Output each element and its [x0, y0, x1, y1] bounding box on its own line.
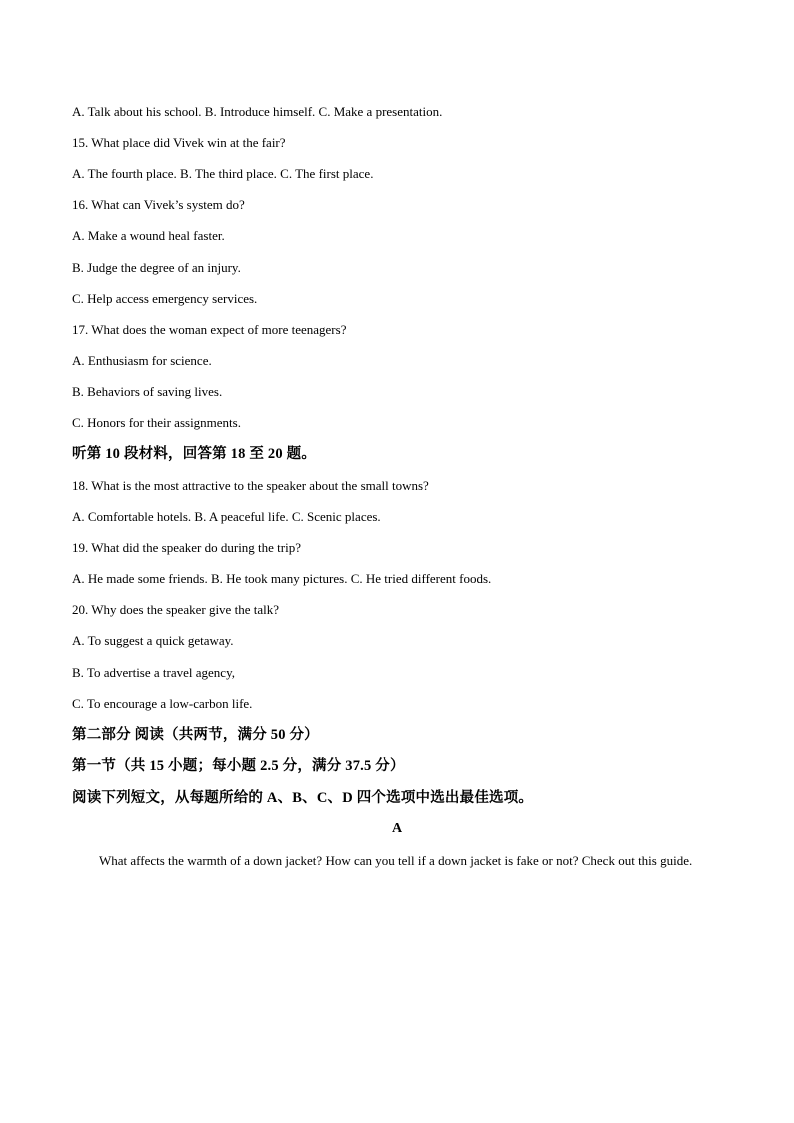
q15-options: A. The fourth place. B. The third place. C. The first place. — [72, 166, 374, 181]
part-two-heading: 第二部分 阅读（共两节，满分 50 分） — [72, 727, 319, 743]
q16-question: 16. What can Vivek’s system do? — [72, 197, 245, 212]
q20-option-a: A. To suggest a quick getaway. — [72, 633, 234, 648]
q14-options: A. Talk about his school. B. Introduce himself. C. Make a presentation. — [72, 104, 443, 119]
q18-options: A. Comfortable hotels. B. A peaceful life. C. Scenic places. — [72, 509, 381, 524]
q15-question: 15. What place did Vivek win at the fair? — [72, 135, 286, 150]
reading-instruction: 阅读下列短文，从每题所给的 A、B、C、D 四个选项中选出最佳选项。 — [72, 790, 534, 806]
q16-option-c: C. Help access emergency services. — [72, 291, 258, 306]
q17-question: 17. What does the woman expect of more teenagers? — [72, 322, 347, 337]
q20-option-c: C. To encourage a low-carbon life. — [72, 696, 253, 711]
q19-options: A. He made some friends. B. He took many pictures. C. He tried different foods. — [72, 571, 492, 586]
q17-option-a: A. Enthusiasm for science. — [72, 353, 212, 368]
q20-option-b: B. To advertise a travel agency, — [72, 665, 235, 680]
q19-question: 19. What did the speaker do during the trip? — [72, 540, 302, 555]
q18-question: 18. What is the most attractive to the speaker about the small towns? — [72, 478, 429, 493]
section-instruction-10: 听第 10 段材料，回答第 18 至 20 题。 — [72, 446, 317, 462]
q16-option-b: B. Judge the degree of an injury. — [72, 260, 241, 275]
passage-heading: A — [391, 821, 403, 836]
q17-option-c: C. Honors for their assignments. — [72, 415, 241, 430]
q20-question: 20. Why does the speaker give the talk? — [72, 602, 279, 617]
passage-intro: What affects the warmth of a down jacket? How can you tell if a down jacket is fake or not? Check out this guide. — [99, 853, 693, 868]
q16-option-a: A. Make a wound heal faster. — [72, 228, 225, 243]
section-one-heading: 第一节（共 15 小题；每小题 2.5 分，满分 37.5 分） — [72, 758, 405, 774]
q17-option-b: B. Behaviors of saving lives. — [72, 384, 223, 399]
